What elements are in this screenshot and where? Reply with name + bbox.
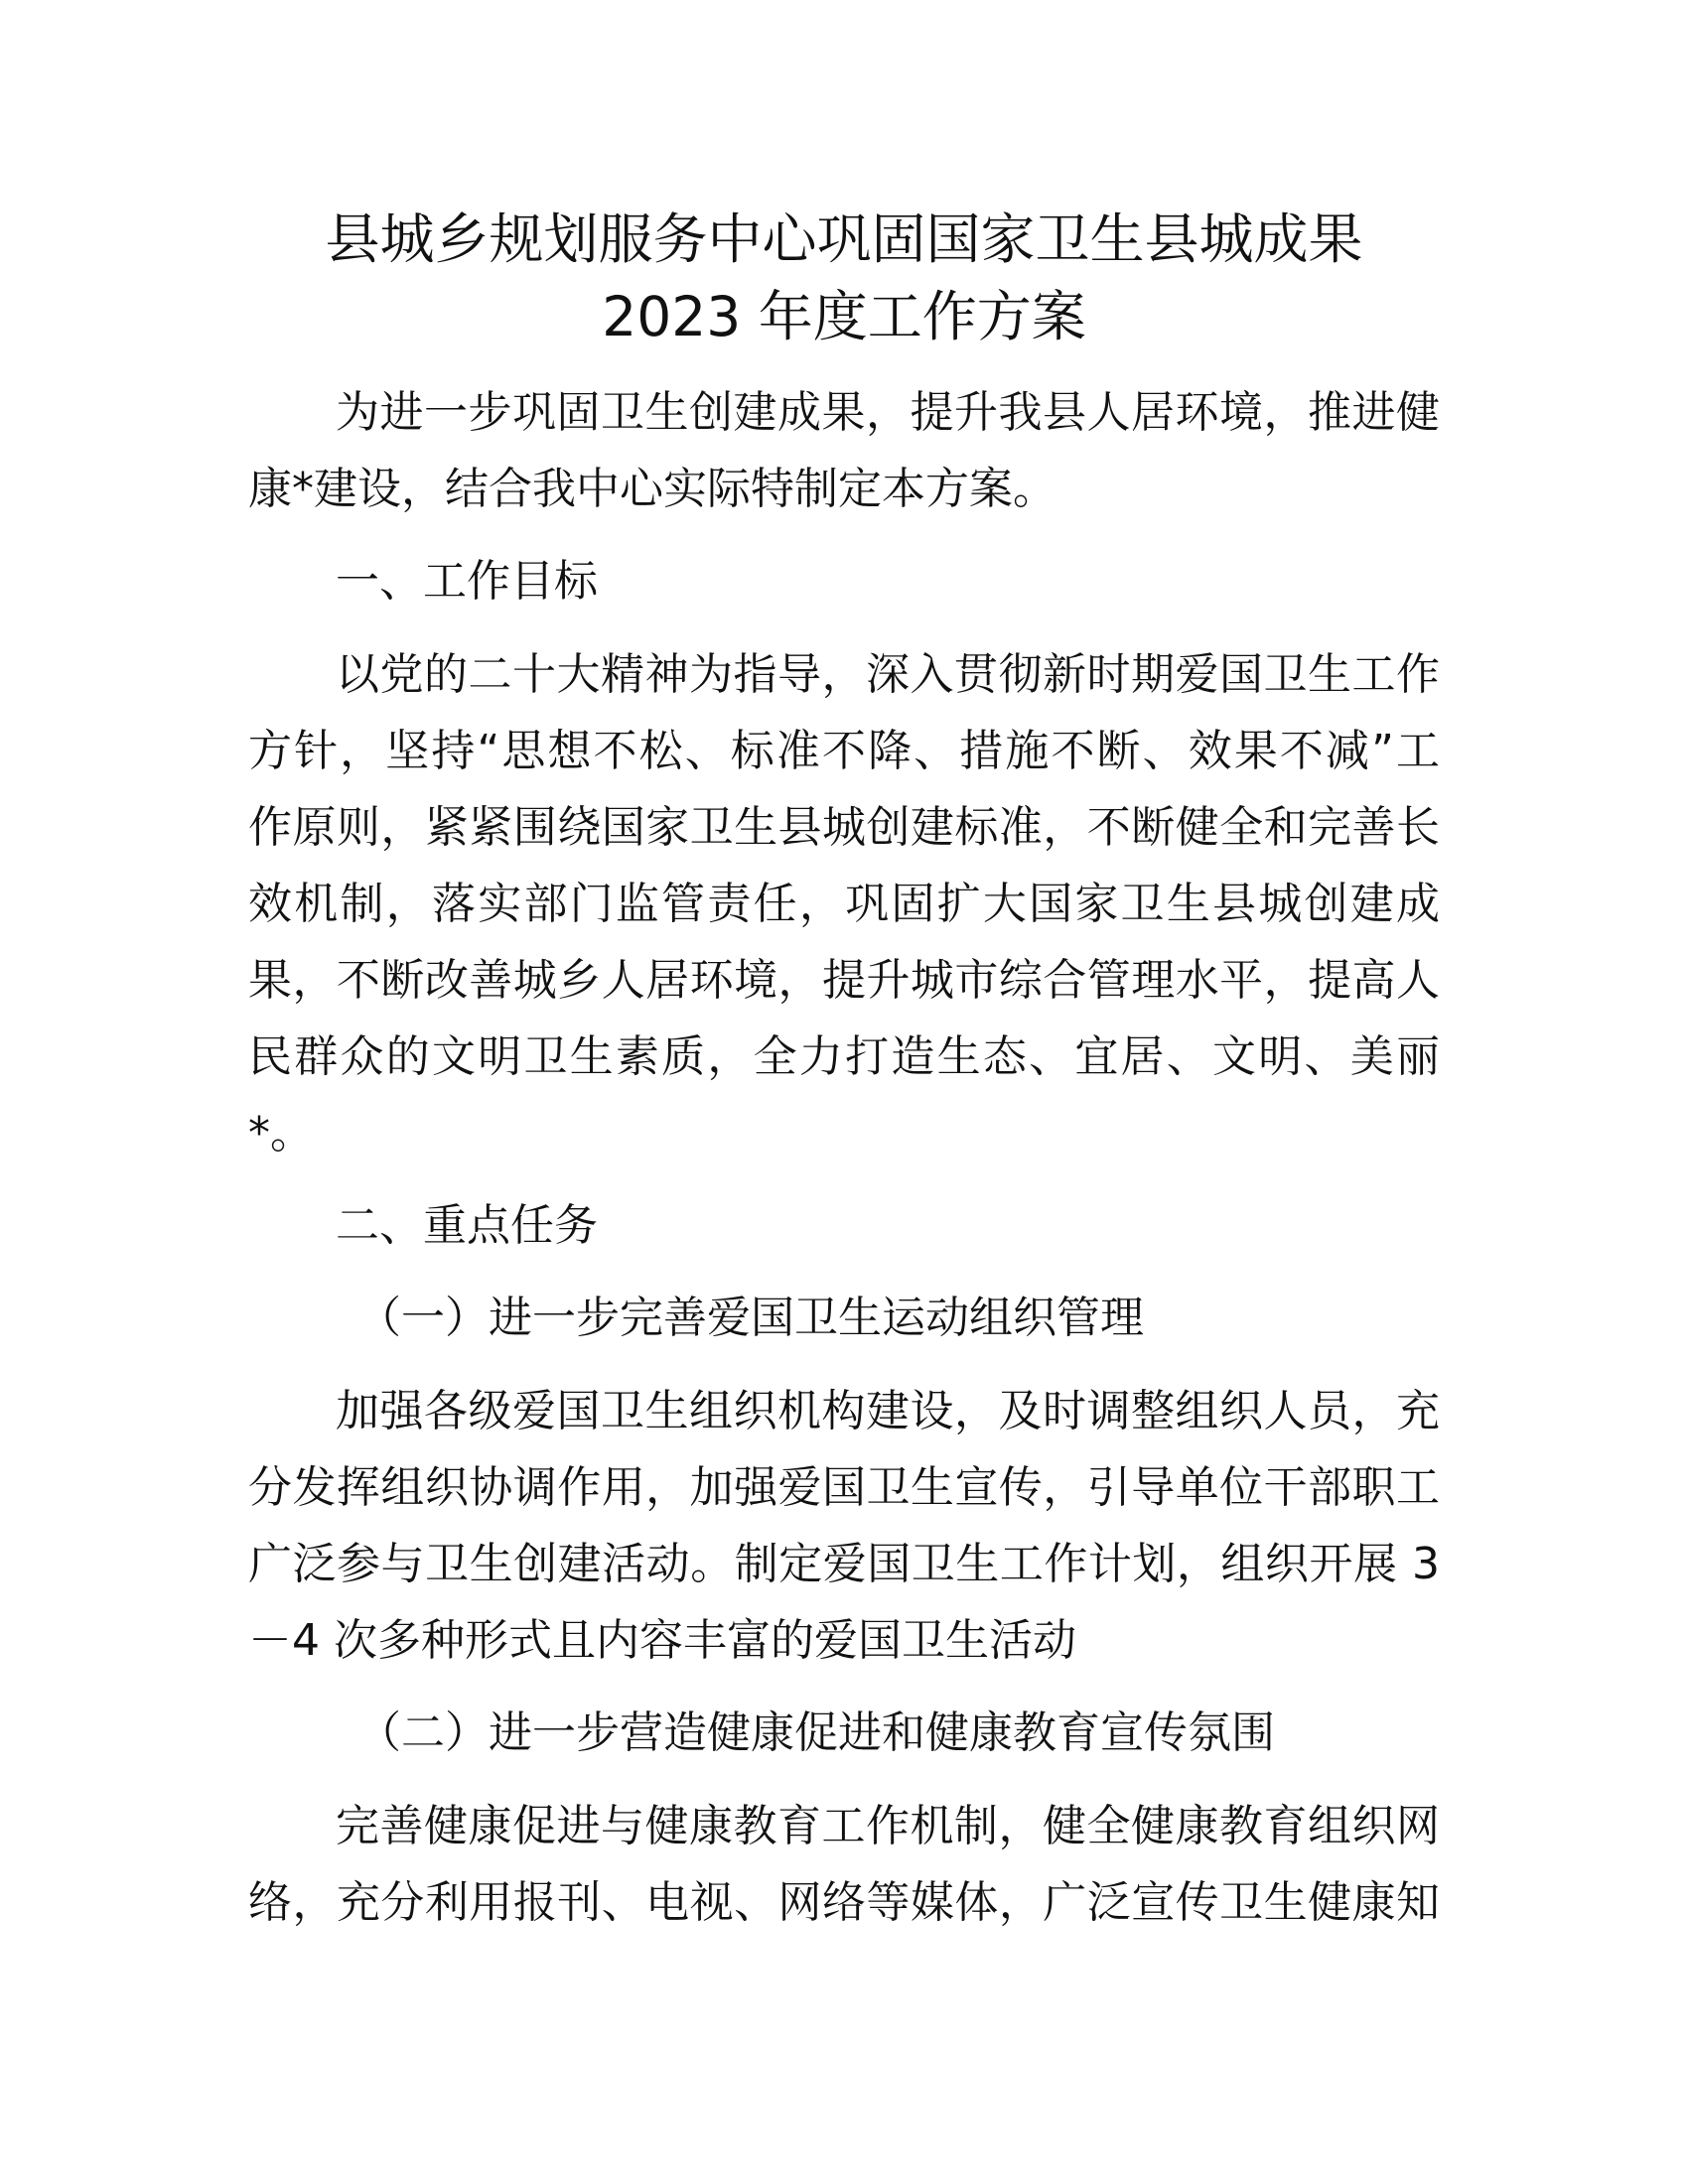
task-1-body-line: 加强各级爱国卫生组织机构建设，及时调整组织人员，充 — [336, 1386, 1440, 1436]
section-2-heading: 二、重点任务 — [336, 1200, 598, 1251]
task-1-body-line: －4 次多种形式且内容丰富的爱国卫生活动 — [248, 1615, 1076, 1666]
document-title-line-1: 县城乡规划服务中心巩固国家卫生县城成果 — [325, 207, 1363, 271]
intro-line: 康*建设，结合我中心实际特制定本方案。 — [248, 464, 1056, 514]
task-1-heading: （一）进一步完善爱国卫生运动组织管理 — [357, 1293, 1144, 1343]
task-1-body-line: 广泛参与卫生创建活动。制定爱国卫生工作计划，组织开展 3 — [248, 1539, 1440, 1589]
section-1-body-line: 果，不断改善城乡人居环境，提升城市综合管理水平，提高人 — [248, 955, 1440, 1006]
intro-line: 为进一步巩固卫生创建成果，提升我县人居环境，推进健 — [336, 387, 1440, 438]
section-1-body-line: 以党的二十大精神为指导，深入贯彻新时期爱国卫生工作 — [336, 649, 1440, 700]
section-1-body-line: *。 — [248, 1108, 314, 1159]
section-1-body-line: 民群众的文明卫生素质，全力打造生态、宜居、文明、美丽 — [248, 1031, 1440, 1082]
task-1-body-line: 分发挥组织协调作用，加强爱国卫生宣传，引导单位干部职工 — [248, 1462, 1440, 1513]
section-1-body-line: 效机制，落实部门监管责任，巩固扩大国家卫生县城创建成 — [248, 879, 1440, 929]
section-1-body-line: 方针，坚持“思想不松、标准不降、措施不断、效果不减”工 — [248, 726, 1440, 776]
task-2-body-line: 完善健康促进与健康教育工作机制，健全健康教育组织网 — [336, 1801, 1440, 1851]
section-1-heading: 一、工作目标 — [336, 556, 598, 607]
section-1-body-line: 作原则，紧紧围绕国家卫生县城创建标准，不断健全和完善长 — [248, 802, 1440, 853]
task-2-heading: （二）进一步营造健康促进和健康教育宣传氛围 — [357, 1707, 1275, 1758]
document-title-line-2: 2023 年度工作方案 — [602, 285, 1086, 348]
task-2-body-line: 络，充分利用报刊、电视、网络等媒体，广泛宣传卫生健康知 — [248, 1877, 1440, 1928]
